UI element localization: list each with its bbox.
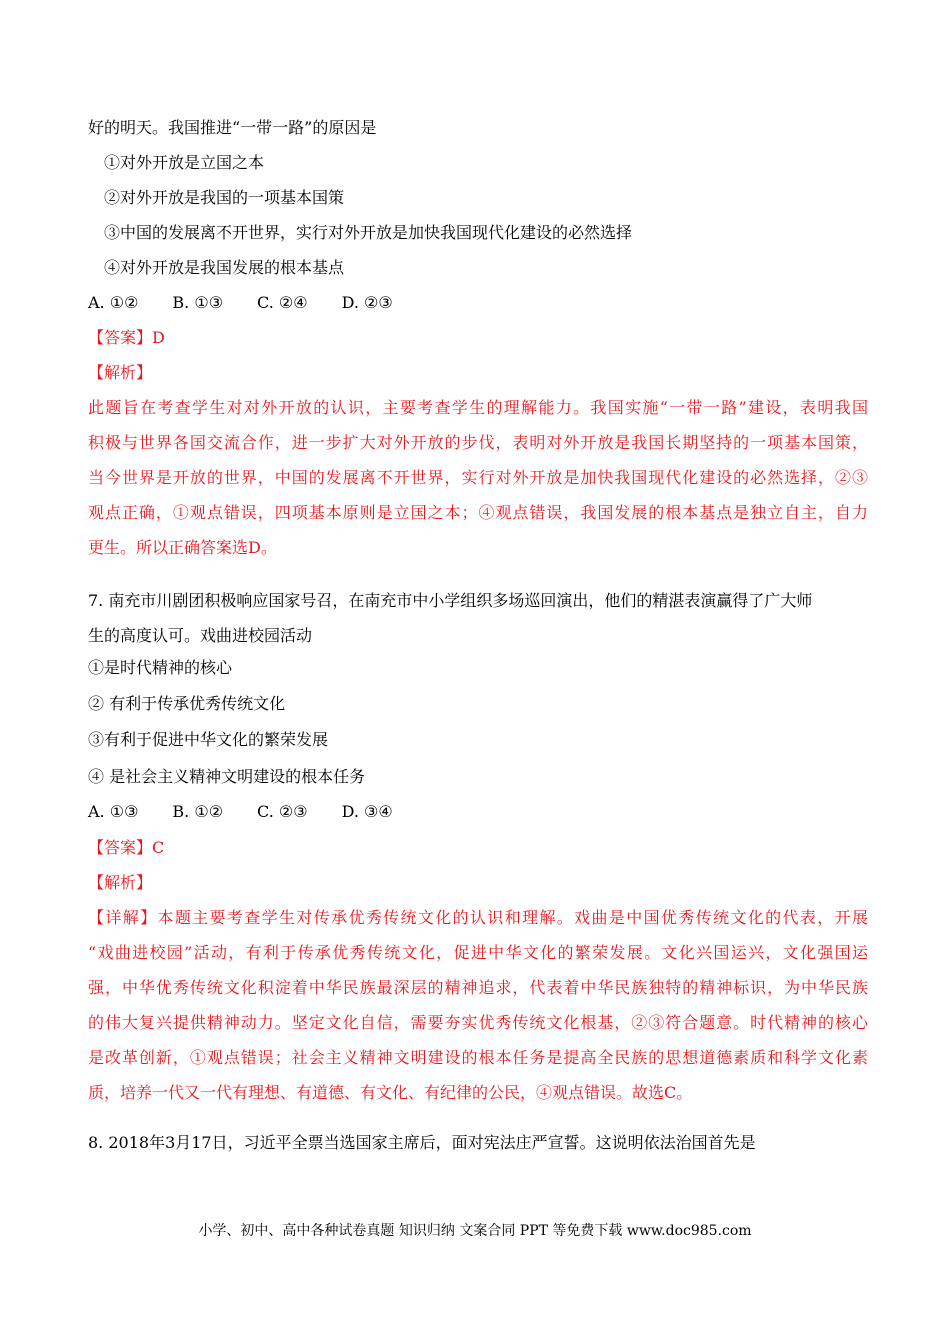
q6-analysis-line-3: 当今世界是开放的世界，中国的发展离不开世界，实行对外开放是加快我国现代化建设的必然选择，②③ — [88, 468, 868, 487]
q7-answer-value: C — [152, 838, 165, 857]
q7-answer — [88, 838, 164, 858]
q7-analysis-label: 【解析】 — [88, 873, 153, 892]
q6-analysis-line-1: 此题旨在考查学生对对外开放的认识，主要考查学生的理解能力。我国实施“一带一路”建设，表明我国 — [88, 398, 868, 417]
q7-option-a: A. ①③ — [88, 802, 139, 821]
q7-stem — [88, 583, 868, 653]
q6-options — [88, 293, 427, 313]
q6-analysis — [88, 390, 868, 565]
q7-options — [88, 802, 427, 822]
q7-answer-label: 【答案】 — [88, 838, 153, 857]
q6-option-a: A. ①② — [88, 293, 139, 312]
q7-analysis-line-1: 【详解】本题主要考查学生对传承优秀传统文化的认识和理解。戏曲是中国优秀传统文化的代表，开展 — [88, 908, 868, 927]
q6-option-c: C. ②④ — [257, 293, 308, 312]
q7-option-d: D. ③④ — [341, 802, 393, 821]
q6-statement-1: ①对外开放是立国之本 — [104, 153, 265, 172]
q6-answer-value: D — [152, 328, 165, 347]
q7-analysis-line-6: 质，培养一代又一代有理想、有道德、有文化、有纪律的公民，④观点错误。故选C。 — [88, 1083, 693, 1102]
q7-analysis-line-2: “戏曲进校园”活动，有利于传承优秀传统文化，促进中华文化的繁荣发展。文化兴国运兴，文化强国运 — [88, 943, 868, 962]
q7-analysis-line-4: 的伟大复兴提供精神动力。坚定文化自信，需要夯实优秀传统文化根基，②③符合题意。时代精神的核心 — [88, 1013, 868, 1032]
q6-statement-2: ②对外开放是我国的一项基本国策 — [104, 188, 345, 207]
q7-analysis — [88, 900, 868, 1110]
q6-stem-tail: 好的明天。我国推进“一带一路”的原因是 — [88, 118, 377, 137]
page-footer: 小学、初中、高中各种试卷真题 知识归纳 文案合同 PPT 等免费下载 www.doc985.com — [198, 1223, 752, 1239]
q6-option-b: B. ①③ — [172, 293, 224, 312]
q7-stem-line-1: 7. 南充市川剧团积极响应国家号召，在南充市中小学组织多场巡回演出，他们的精湛表演赢得了广大师 — [88, 591, 813, 610]
q7-statement-3: ③有利于促进中华文化的繁荣发展 — [88, 730, 329, 749]
q6-analysis-line-4: 观点正确，①观点错误，四项基本原则是立国之本；④观点错误，我国发展的根本基点是独立自主，自力 — [88, 503, 868, 522]
q6-option-d: D. ②③ — [341, 293, 393, 312]
q6-answer — [88, 328, 165, 348]
q6-statement-4: ④对外开放是我国发展的根本基点 — [104, 258, 345, 277]
q7-option-c: C. ②③ — [257, 802, 308, 821]
q7-statement-2: ② 有利于传承优秀传统文化 — [88, 694, 286, 713]
q6-analysis-line-2: 积极与世界各国交流合作，进一步扩大对外开放的步伐，表明对外开放是我国长期坚持的一项基本国策， — [88, 433, 868, 452]
q7-analysis-line-5: 是改革创新，①观点错误；社会主义精神文明建设的根本任务是提高全民族的思想道德素质和科学文化素 — [88, 1048, 868, 1067]
q7-option-b: B. ①② — [172, 802, 224, 821]
q6-statement-3: ③中国的发展离不开世界，实行对外开放是加快我国现代化建设的必然选择 — [104, 223, 633, 242]
q7-statement-4: ④ 是社会主义精神文明建设的根本任务 — [88, 767, 366, 786]
q6-analysis-line-5: 更生。所以正确答案选D。 — [88, 538, 277, 557]
q7-stem-line-2: 生的高度认可。戏曲进校园活动 — [88, 626, 313, 645]
q7-statement-1: ①是时代精神的核心 — [88, 658, 233, 677]
q6-answer-label: 【答案】 — [88, 328, 153, 347]
q7-analysis-line-3: 强，中华优秀传统文化积淀着中华民族最深层的精神追求，代表着中华民族独特的精神标识，为中华民族 — [88, 978, 868, 997]
q8-stem: 8. 2018年3月17日，习近平全票当选国家主席后，面对宪法庄严宣誓。这说明依法治国首先是 — [88, 1133, 756, 1152]
q6-analysis-label: 【解析】 — [88, 363, 153, 382]
